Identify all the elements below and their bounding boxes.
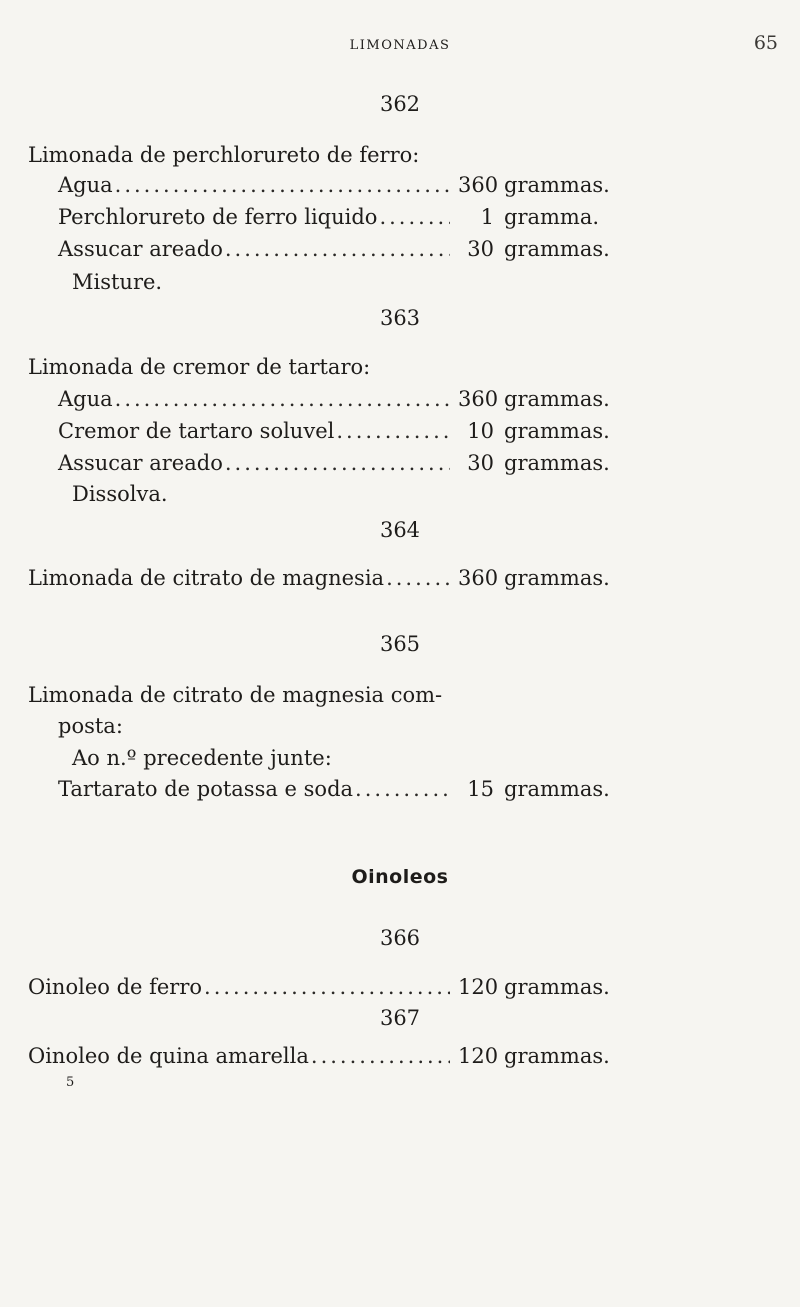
ingredient-quantity: 15 — [467, 777, 494, 801]
ingredient-line — [58, 173, 636, 201]
recipe-number: 365 — [379, 632, 421, 656]
recipe-instruction: Dissolva. — [72, 482, 168, 506]
ingredient-unit: grammas. — [504, 173, 610, 197]
ingredient-quantity: 120 — [458, 975, 499, 999]
ingredient-quantity: 1 — [480, 205, 494, 229]
ingredient-quantity: 120 — [458, 1044, 499, 1068]
ingredient-line — [58, 451, 636, 479]
ingredient-name: Cremor de tartaro soluvel — [58, 419, 335, 443]
ingredient-unit: grammas. — [504, 566, 610, 590]
ingredient-line — [58, 419, 636, 447]
ingredient-unit: grammas. — [504, 451, 610, 475]
recipe-title: Limonada de perchlorureto de ferro: — [28, 143, 420, 167]
dot-leader — [386, 566, 450, 590]
dot-leader — [355, 777, 450, 801]
ingredient-name: Assucar areado — [58, 237, 223, 261]
ingredient-unit: grammas. — [504, 237, 610, 261]
dot-leader — [115, 387, 450, 411]
ingredient-line — [58, 237, 636, 265]
ingredient-name: Tartarato de potassa e soda — [58, 777, 354, 801]
ingredient-line — [58, 205, 636, 233]
dot-leader — [225, 451, 450, 475]
recipe-title-continuation: posta: — [58, 714, 123, 738]
recipe-number: 366 — [379, 926, 421, 950]
page-number: 65 — [753, 32, 778, 54]
dot-leader — [379, 205, 450, 229]
ingredient-name: Agua — [58, 387, 113, 411]
recipe-title: Limonada de citrato de magnesia com- — [28, 683, 443, 707]
ingredient-line — [28, 1044, 636, 1072]
ingredient-unit: grammas. — [504, 419, 610, 443]
ingredient-unit: grammas. — [504, 1044, 610, 1068]
ingredient-quantity: 10 — [467, 419, 494, 443]
section-heading: Oinoleos — [351, 866, 449, 888]
ingredient-line — [28, 566, 636, 594]
ingredient-quantity: 360 — [458, 387, 499, 411]
ingredient-line — [58, 777, 636, 805]
printer-signature: 5 — [66, 1075, 75, 1090]
dot-leader — [336, 419, 450, 443]
ingredient-quantity: 360 — [458, 173, 499, 197]
ingredient-unit: grammas. — [504, 975, 610, 999]
ingredient-name: Oinoleo de quina amarella — [28, 1044, 309, 1068]
ingredient-unit: grammas. — [504, 387, 610, 411]
ingredient-quantity: 360 — [458, 566, 499, 590]
dot-leader — [115, 173, 450, 197]
ingredient-unit: gramma. — [504, 205, 600, 229]
ingredient-name: Assucar areado — [58, 451, 223, 475]
ingredient-name: Perchlorureto de ferro liquido — [58, 205, 378, 229]
recipe-number: 362 — [379, 92, 421, 116]
dot-leader — [204, 975, 450, 999]
dot-leader — [225, 237, 450, 261]
ingredient-name: Agua — [58, 173, 113, 197]
ingredient-quantity: 30 — [467, 237, 494, 261]
ingredient-quantity: 30 — [467, 451, 494, 475]
dot-leader — [311, 1044, 450, 1068]
ingredient-line — [58, 387, 636, 415]
recipe-number: 364 — [379, 518, 421, 542]
recipe-number: 363 — [379, 306, 421, 330]
ingredient-name: Limonada de citrato de magnesia — [28, 566, 385, 590]
recipe-instruction: Misture. — [72, 270, 163, 294]
ingredient-name: Oinoleo de ferro — [28, 975, 203, 999]
ingredient-line — [28, 975, 636, 1003]
ingredient-unit: grammas. — [504, 777, 610, 801]
running-title: LIMONADAS — [349, 38, 451, 53]
recipe-title: Limonada de cremor de tartaro: — [28, 355, 371, 379]
recipe-number: 367 — [379, 1006, 421, 1030]
recipe-subinstruction: Ao n.º precedente junte: — [72, 746, 332, 770]
